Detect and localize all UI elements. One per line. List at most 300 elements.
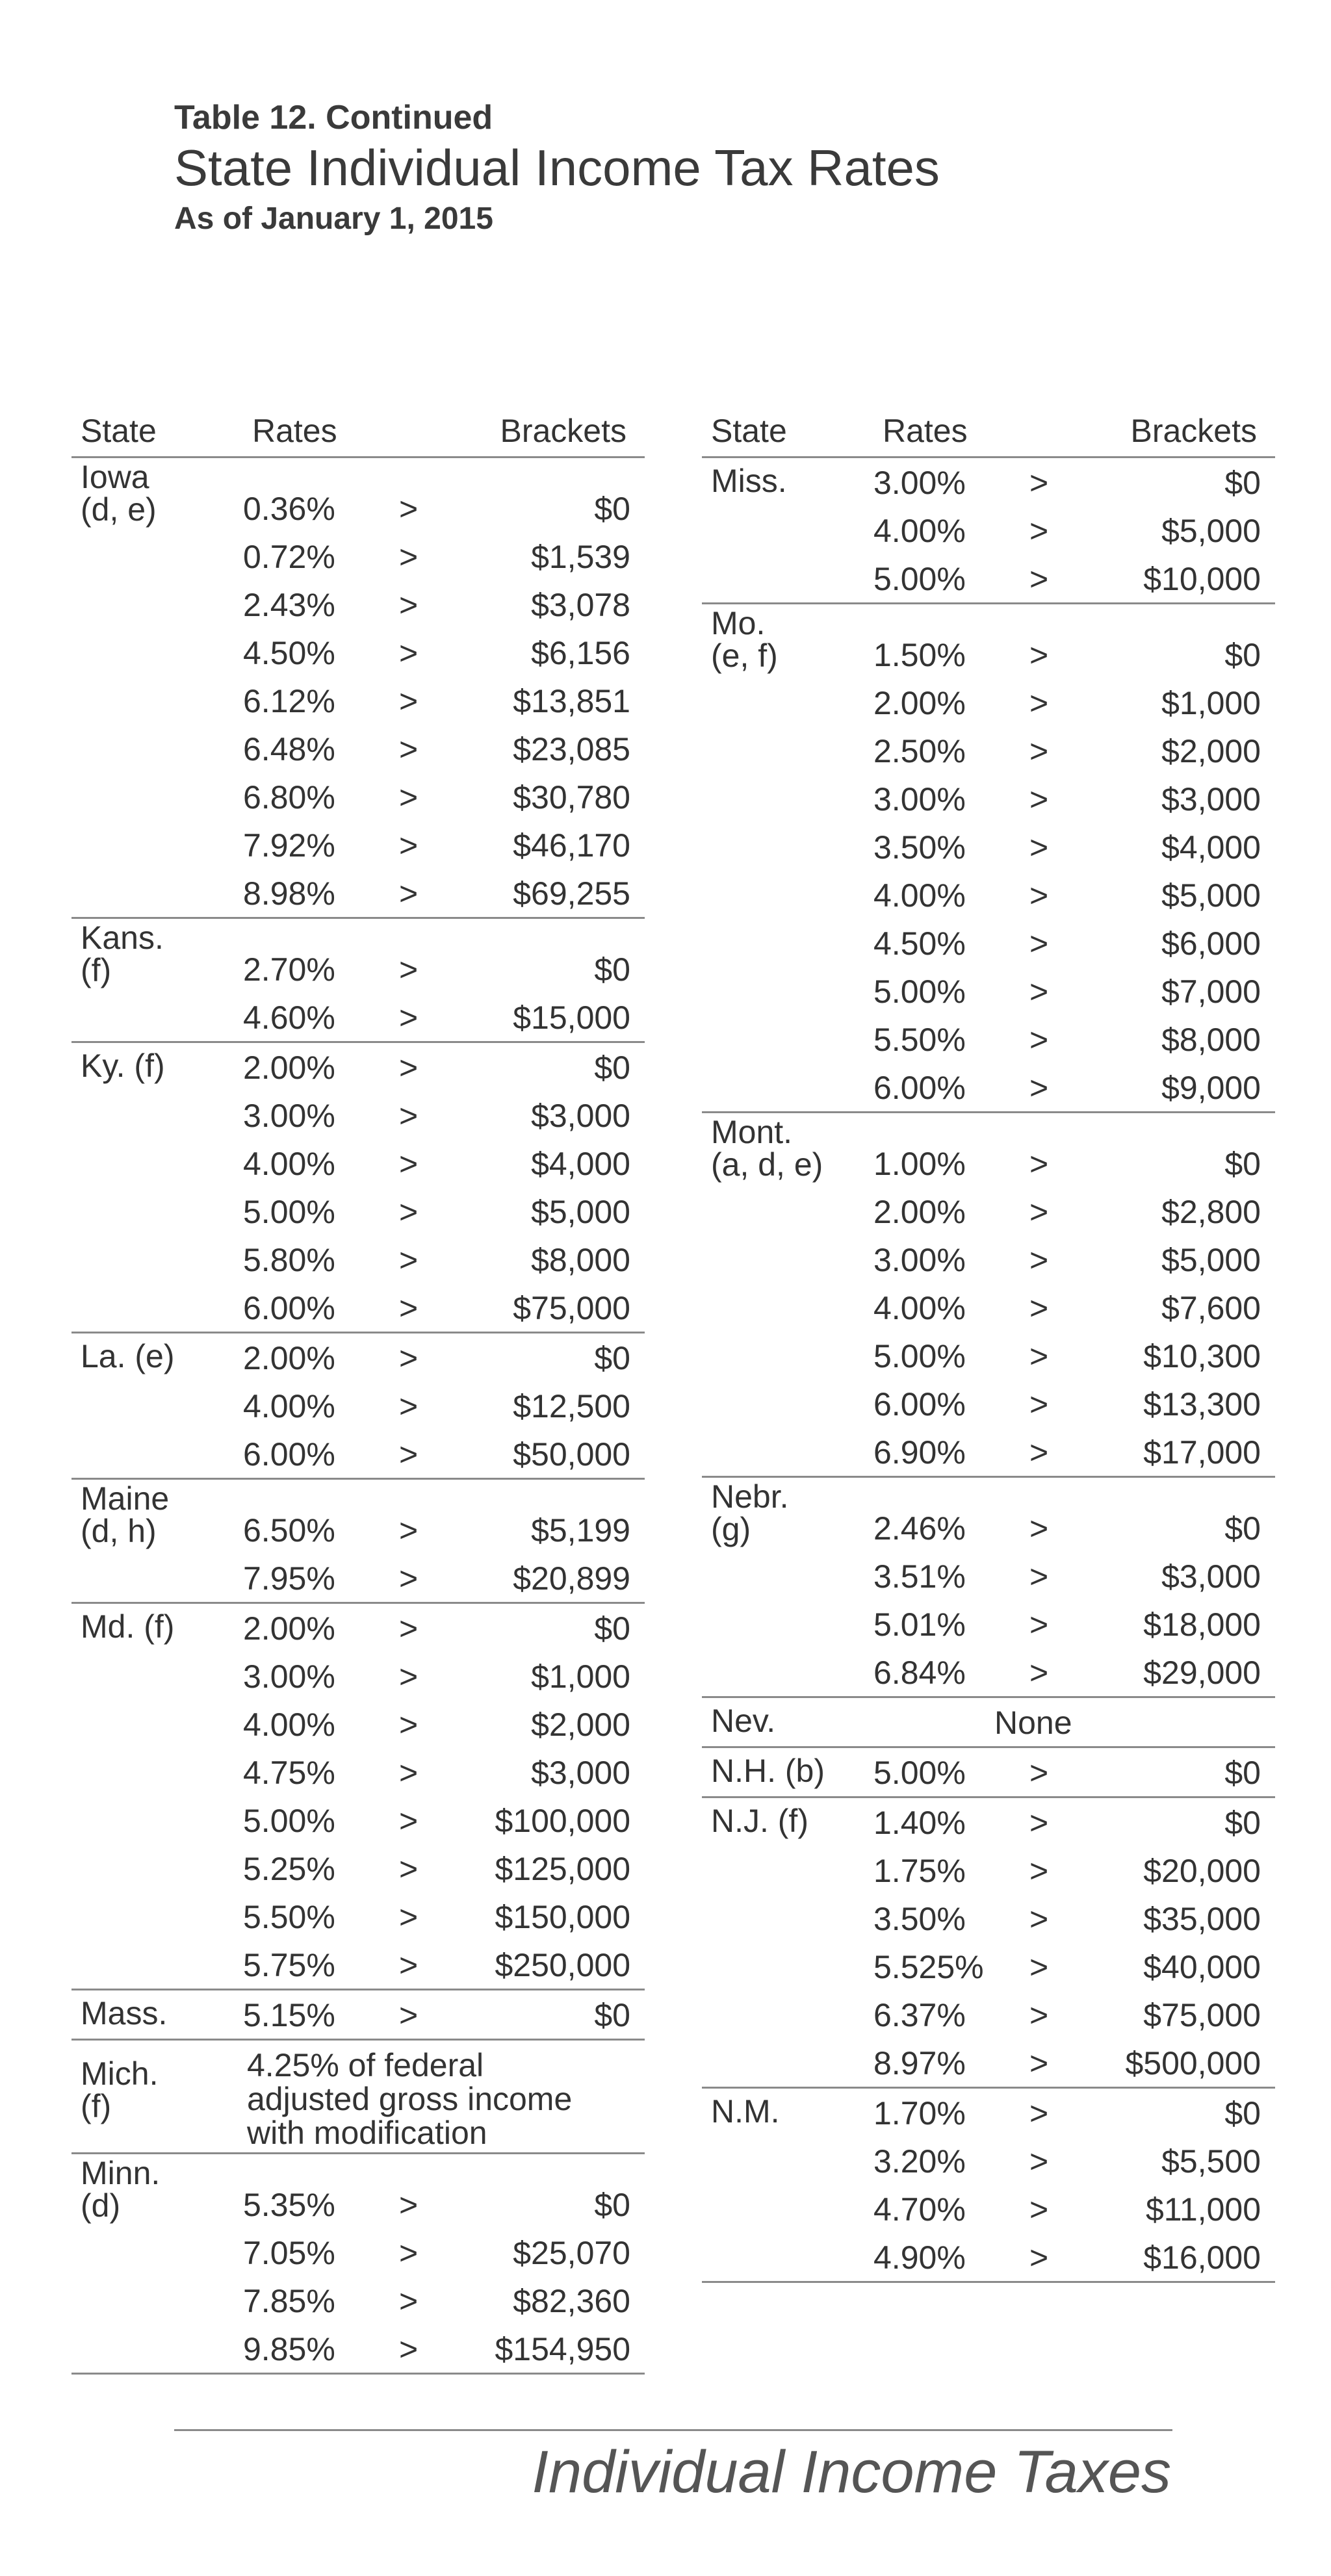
greater-than-sign: > (399, 1340, 419, 1376)
greater-than-sign: > (399, 1803, 419, 1839)
bracket-row (71, 821, 645, 869)
rate-value: 4.70% (873, 2191, 966, 2228)
bracket-row (702, 1990, 1275, 2039)
bracket-amount: $5,500 (1161, 2143, 1261, 2180)
bracket-amount: $10,000 (1143, 561, 1261, 597)
greater-than-sign: > (1029, 561, 1049, 597)
rate-value: 3.00% (873, 781, 966, 818)
state-name: Mont. (a, d, e) (711, 1114, 823, 1183)
bracket-amount: $7,600 (1161, 1290, 1261, 1326)
greater-than-sign: > (399, 1098, 419, 1134)
bracket-amount: $0 (594, 2187, 630, 2223)
state-group (71, 2041, 645, 2154)
state-name: Kans. (f) (81, 920, 164, 988)
greater-than-sign: > (1029, 925, 1049, 962)
bracket-amount: $2,000 (1161, 733, 1261, 769)
state-group (702, 458, 1275, 604)
rate-value: 5.00% (873, 561, 966, 597)
greater-than-sign: > (1029, 1901, 1049, 1937)
state-group (702, 1748, 1275, 1798)
greater-than-sign: > (399, 683, 419, 719)
rate-value: 1.75% (873, 1853, 966, 1889)
bracket-row (702, 727, 1275, 775)
rate-value: 1.70% (873, 2095, 966, 2132)
rate-value: 5.00% (243, 1803, 335, 1839)
rate-value: 7.92% (243, 827, 335, 864)
bracket-row (702, 1942, 1275, 1990)
bracket-amount: $500,000 (1125, 2045, 1261, 2081)
rate-value: 4.00% (873, 877, 966, 914)
bracket-row (702, 678, 1275, 727)
bracket-amount: $1,000 (531, 1658, 630, 1695)
state-group (71, 1043, 645, 1333)
greater-than-sign: > (399, 635, 419, 671)
bracket-amount: $10,300 (1143, 1338, 1261, 1374)
greater-than-sign: > (399, 2187, 419, 2223)
state-group (71, 2154, 645, 2375)
greater-than-sign: > (1029, 1558, 1049, 1595)
bracket-amount: $250,000 (495, 1947, 630, 1983)
rate-value: 3.00% (873, 465, 966, 501)
greater-than-sign: > (1029, 1997, 1049, 2033)
greater-than-sign: > (1029, 829, 1049, 866)
rate-value: 2.00% (243, 1610, 335, 1647)
bracket-amount: $7,000 (1161, 973, 1261, 1010)
rate-value: 3.20% (873, 2143, 966, 2180)
bracket-row (71, 725, 645, 773)
bracket-row (71, 1604, 645, 1652)
state-name: Mo. (e, f) (711, 605, 778, 674)
bracket-amount: $18,000 (1143, 1606, 1261, 1643)
bracket-row (71, 993, 645, 1041)
greater-than-sign: > (399, 731, 419, 767)
rate-value: 5.01% (873, 1606, 966, 1643)
bracket-amount: $150,000 (495, 1899, 630, 1935)
state-name: Ky. (f) (81, 1048, 165, 1084)
greater-than-sign: > (1029, 1434, 1049, 1471)
bracket-row (702, 1139, 1275, 1187)
column-header-brackets: Brackets (1130, 413, 1257, 449)
bracket-amount: $75,000 (1143, 1997, 1261, 2033)
rate-value: 4.00% (243, 1707, 335, 1743)
bracket-amount: $6,000 (1161, 925, 1261, 962)
rate-value: 6.37% (873, 1997, 966, 2033)
state-name: La. (e) (81, 1338, 175, 1374)
bracket-amount: $3,000 (531, 1098, 630, 1134)
bracket-amount: $6,156 (531, 635, 630, 671)
rate-value: 6.00% (873, 1386, 966, 1423)
footer-divider (174, 2429, 1172, 2431)
bracket-row (702, 823, 1275, 871)
bracket-amount: $0 (1224, 465, 1261, 501)
rate-value: 5.80% (243, 1242, 335, 1278)
greater-than-sign: > (399, 1755, 419, 1791)
greater-than-sign: > (399, 1146, 419, 1182)
rate-value: 4.00% (873, 513, 966, 549)
column-header-rates: Rates (252, 413, 337, 449)
greater-than-sign: > (399, 1610, 419, 1647)
bracket-row (71, 628, 645, 676)
bracket-amount: $82,360 (513, 2283, 630, 2319)
column-header-rates: Rates (883, 413, 968, 449)
state-groups (702, 458, 1275, 2283)
bracket-row (71, 1333, 645, 1382)
greater-than-sign: > (399, 1899, 419, 1935)
table-right-column (702, 409, 1275, 2283)
greater-than-sign: > (1029, 877, 1049, 914)
bracket-amount: $0 (594, 1997, 630, 2033)
rate-value: 5.50% (243, 1899, 335, 1935)
bracket-amount: $8,000 (1161, 1022, 1261, 1058)
table-left-column (71, 409, 645, 2375)
greater-than-sign: > (1029, 2095, 1049, 2132)
state-group (702, 1798, 1275, 2089)
bracket-row (702, 2137, 1275, 2185)
bracket-row (702, 1015, 1275, 1063)
state-group (702, 2089, 1275, 2283)
bracket-amount: $0 (594, 1050, 630, 1086)
greater-than-sign: > (399, 951, 419, 988)
state-name: Mich. (f) (81, 2055, 159, 2124)
bracket-amount: $5,000 (1161, 877, 1261, 914)
bracket-amount: $0 (1224, 1510, 1261, 1547)
rate-value: 5.00% (873, 973, 966, 1010)
rate-note: 4.25% of federal adjusted gross income with modification (247, 2047, 573, 2151)
rate-value: 7.95% (243, 1560, 335, 1597)
rate-value: 1.00% (873, 1146, 966, 1182)
greater-than-sign: > (399, 779, 419, 816)
greater-than-sign: > (399, 1050, 419, 1086)
rate-value: 5.35% (243, 2187, 335, 2223)
bracket-amount: $50,000 (513, 1436, 630, 1473)
bracket-amount: $5,000 (1161, 1242, 1261, 1278)
bracket-row (71, 1506, 645, 1554)
rate-value: 3.51% (873, 1558, 966, 1595)
bracket-amount: $125,000 (495, 1851, 630, 1887)
greater-than-sign: > (1029, 1290, 1049, 1326)
state-name: Iowa (d, e) (81, 459, 157, 528)
bracket-amount: $69,255 (513, 875, 630, 912)
greater-than-sign: > (1029, 733, 1049, 769)
bracket-row (702, 630, 1275, 678)
bracket-row (71, 945, 645, 993)
footer-section-title: Individual Income Taxes (532, 2439, 1171, 2505)
bracket-amount: $30,780 (513, 779, 630, 816)
greater-than-sign: > (1029, 973, 1049, 1010)
greater-than-sign: > (1029, 1606, 1049, 1643)
state-group (702, 1698, 1275, 1748)
bracket-amount: $9,000 (1161, 1070, 1261, 1106)
bracket-amount: $13,300 (1143, 1386, 1261, 1423)
bracket-amount: $3,000 (1161, 781, 1261, 818)
rate-value: 7.05% (243, 2235, 335, 2271)
rate-value: 4.00% (873, 1290, 966, 1326)
bracket-row (702, 1428, 1275, 1476)
bracket-amount: $0 (1224, 1805, 1261, 1841)
bracket-row (702, 2185, 1275, 2233)
bracket-row (71, 2325, 645, 2373)
bracket-row (71, 1652, 645, 1700)
bracket-row (71, 580, 645, 628)
greater-than-sign: > (399, 1851, 419, 1887)
state-group (71, 1990, 645, 2041)
rate-value: 5.50% (873, 1022, 966, 1058)
bracket-row (71, 1430, 645, 1478)
rate-value: 6.80% (243, 779, 335, 816)
rate-value: 5.75% (243, 1947, 335, 1983)
rate-value: 5.00% (873, 1338, 966, 1374)
bracket-amount: $0 (1224, 2095, 1261, 2132)
rate-value: 5.00% (873, 1755, 966, 1791)
greater-than-sign: > (1029, 685, 1049, 721)
greater-than-sign: > (399, 587, 419, 623)
rate-value: 2.00% (243, 1050, 335, 1086)
bracket-row (702, 1894, 1275, 1942)
state-group (702, 604, 1275, 1113)
bracket-row (71, 1283, 645, 1332)
state-name: Md. (f) (81, 1608, 175, 1645)
bracket-row (702, 1380, 1275, 1428)
greater-than-sign: > (1029, 1022, 1049, 1058)
bracket-row (702, 2089, 1275, 2137)
greater-than-sign: > (1029, 637, 1049, 673)
state-group (71, 919, 645, 1043)
table-header (174, 97, 940, 238)
rate-value: 3.50% (873, 829, 966, 866)
greater-than-sign: > (1029, 513, 1049, 549)
bracket-amount: $0 (594, 491, 630, 527)
page-subtitle: As of January 1, 2015 (174, 201, 493, 237)
rate-value: 2.00% (873, 1194, 966, 1230)
greater-than-sign: > (1029, 781, 1049, 818)
column-headers (71, 409, 645, 458)
rate-value: 2.50% (873, 733, 966, 769)
bracket-row (702, 775, 1275, 823)
bracket-amount: $25,070 (513, 2235, 630, 2271)
bracket-row (71, 676, 645, 725)
bracket-amount: $46,170 (513, 827, 630, 864)
rate-value: 1.50% (873, 637, 966, 673)
bracket-amount: $2,800 (1161, 1194, 1261, 1230)
greater-than-sign: > (1029, 2239, 1049, 2276)
state-group (71, 1604, 645, 1990)
bracket-row (71, 2180, 645, 2228)
bracket-row (71, 1748, 645, 1796)
bracket-row (702, 1846, 1275, 1894)
greater-than-sign: > (399, 2283, 419, 2319)
greater-than-sign: > (399, 2235, 419, 2271)
rate-value: 6.00% (243, 1436, 335, 1473)
greater-than-sign: > (399, 1194, 419, 1230)
bracket-amount: $0 (594, 1340, 630, 1376)
state-group (71, 1480, 645, 1604)
bracket-amount: $12,500 (513, 1388, 630, 1424)
column-headers (702, 409, 1275, 458)
bracket-amount: $75,000 (513, 1290, 630, 1326)
greater-than-sign: > (1029, 1853, 1049, 1889)
state-group (702, 1113, 1275, 1478)
greater-than-sign: > (399, 999, 419, 1036)
rate-value: 3.00% (873, 1242, 966, 1278)
bracket-row (702, 1600, 1275, 1648)
greater-than-sign: > (399, 1512, 419, 1549)
bracket-amount: $13,851 (513, 683, 630, 719)
greater-than-sign: > (399, 1242, 419, 1278)
bracket-row (71, 1043, 645, 1091)
state-name: Nev. (711, 1703, 776, 1739)
bracket-amount: $0 (594, 951, 630, 988)
rate-value: 6.12% (243, 683, 335, 719)
rate-value: 6.90% (873, 1434, 966, 1471)
state-name: Maine (d, h) (81, 1480, 170, 1549)
greater-than-sign: > (1029, 1070, 1049, 1106)
bracket-amount: $3,000 (1161, 1558, 1261, 1595)
bracket-amount: $0 (1224, 637, 1261, 673)
column-header-state: State (81, 413, 157, 449)
state-name: Miss. (711, 463, 787, 499)
rate-value: 5.00% (243, 1194, 335, 1230)
bracket-amount: $16,000 (1143, 2239, 1261, 2276)
bracket-amount: $0 (594, 1610, 630, 1647)
greater-than-sign: > (1029, 2143, 1049, 2180)
bracket-row (702, 2039, 1275, 2087)
greater-than-sign: > (1029, 1510, 1049, 1547)
no-tax-label: None (994, 1705, 1072, 1741)
rate-value: 4.60% (243, 999, 335, 1036)
greater-than-sign: > (1029, 1949, 1049, 1985)
bracket-row (702, 1552, 1275, 1600)
greater-than-sign: > (399, 875, 419, 912)
rate-value: 6.00% (243, 1290, 335, 1326)
bracket-row (71, 869, 645, 917)
rate-value: 9.85% (243, 2331, 335, 2367)
bracket-row (71, 484, 645, 532)
bracket-row (702, 2233, 1275, 2281)
greater-than-sign: > (1029, 465, 1049, 501)
bracket-row (71, 1091, 645, 1139)
rate-value: 5.25% (243, 1851, 335, 1887)
greater-than-sign: > (1029, 1805, 1049, 1841)
rate-value: 2.43% (243, 587, 335, 623)
greater-than-sign: > (399, 1658, 419, 1695)
greater-than-sign: > (399, 1388, 419, 1424)
bracket-row (702, 1798, 1275, 1846)
state-name: N.H. (b) (711, 1753, 825, 1789)
greater-than-sign: > (399, 2331, 419, 2367)
rate-value: 2.00% (243, 1340, 335, 1376)
bracket-amount: $4,000 (531, 1146, 630, 1182)
bracket-amount: $4,000 (1161, 829, 1261, 866)
rate-value: 6.00% (873, 1070, 966, 1106)
bracket-row (71, 1139, 645, 1187)
state-name: N.M. (711, 2093, 780, 2130)
bracket-row (702, 919, 1275, 967)
state-name: N.J. (f) (711, 1803, 808, 1839)
bracket-row (702, 554, 1275, 602)
rate-value: 5.15% (243, 1997, 335, 2033)
bracket-amount: $15,000 (513, 999, 630, 1036)
bracket-row (71, 1382, 645, 1430)
bracket-amount: $0 (1224, 1755, 1261, 1791)
bracket-row (71, 1892, 645, 1940)
bracket-amount: $35,000 (1143, 1901, 1261, 1937)
bracket-row (702, 458, 1275, 506)
bracket-row (71, 1796, 645, 1844)
greater-than-sign: > (399, 539, 419, 575)
rate-value: 4.00% (243, 1388, 335, 1424)
bracket-row (71, 1940, 645, 1989)
rate-value: 2.46% (873, 1510, 966, 1547)
greater-than-sign: > (1029, 2045, 1049, 2081)
rate-value: 7.85% (243, 2283, 335, 2319)
rate-value: 4.75% (243, 1755, 335, 1791)
state-group (702, 1478, 1275, 1698)
bracket-row (702, 1648, 1275, 1696)
bracket-amount: $0 (1224, 1146, 1261, 1182)
rate-value: 1.40% (873, 1805, 966, 1841)
bracket-amount: $5,000 (1161, 513, 1261, 549)
bracket-amount: $100,000 (495, 1803, 630, 1839)
bracket-row (71, 1235, 645, 1283)
rate-value: 3.00% (243, 1658, 335, 1695)
bracket-amount: $29,000 (1143, 1655, 1261, 1691)
rate-value: 0.72% (243, 539, 335, 575)
state-group (71, 1333, 645, 1480)
bracket-row (702, 1187, 1275, 1235)
bracket-row (71, 1554, 645, 1602)
rate-value: 8.98% (243, 875, 335, 912)
bracket-amount: $23,085 (513, 731, 630, 767)
bracket-row (702, 1235, 1275, 1283)
state-groups (71, 458, 645, 2375)
bracket-row (702, 1332, 1275, 1380)
bracket-amount: $3,078 (531, 587, 630, 623)
bracket-row (702, 1283, 1275, 1332)
rate-value: 4.50% (243, 635, 335, 671)
bracket-amount: $17,000 (1143, 1434, 1261, 1471)
bracket-row (702, 1504, 1275, 1552)
state-name: Minn. (d) (81, 2155, 161, 2224)
bracket-row (71, 2276, 645, 2325)
bracket-amount: $40,000 (1143, 1949, 1261, 1985)
column-header-brackets: Brackets (500, 413, 627, 449)
bracket-row (71, 1844, 645, 1892)
greater-than-sign: > (399, 1947, 419, 1983)
bracket-row (71, 1187, 645, 1235)
bracket-row (71, 773, 645, 821)
greater-than-sign: > (399, 827, 419, 864)
rate-value: 4.50% (873, 925, 966, 962)
state-name: Mass. (81, 1995, 168, 2031)
table-label: Table 12. Continued (174, 99, 493, 136)
rate-value: 4.90% (873, 2239, 966, 2276)
greater-than-sign: > (399, 491, 419, 527)
greater-than-sign: > (399, 1707, 419, 1743)
bracket-row (702, 1063, 1275, 1111)
bracket-row (71, 2228, 645, 2276)
rate-value: 3.50% (873, 1901, 966, 1937)
greater-than-sign: > (1029, 2191, 1049, 2228)
greater-than-sign: > (399, 1436, 419, 1473)
rate-value: 6.48% (243, 731, 335, 767)
bracket-row (71, 1990, 645, 2039)
bracket-amount: $8,000 (531, 1242, 630, 1278)
greater-than-sign: > (399, 1560, 419, 1597)
state-name: Nebr. (g) (711, 1478, 789, 1547)
bracket-amount: $5,199 (531, 1512, 630, 1549)
bracket-amount: $1,539 (531, 539, 630, 575)
bracket-row (702, 1748, 1275, 1796)
